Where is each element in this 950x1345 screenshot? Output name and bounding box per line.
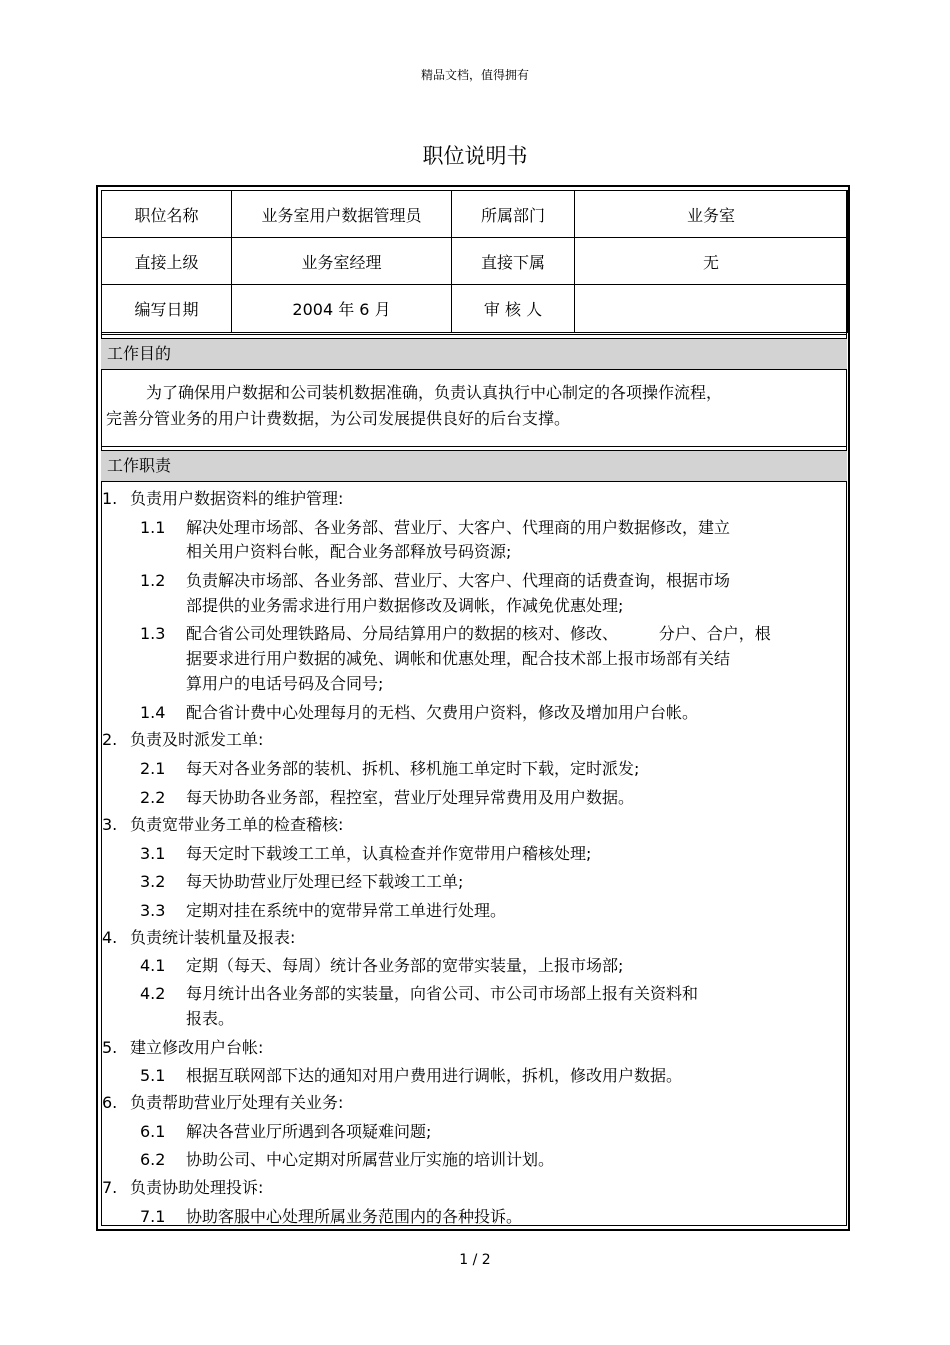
label-supervisor: 直接上级 bbox=[102, 238, 232, 285]
duty-line bbox=[140, 1063, 682, 1086]
duty-number: 5.1 bbox=[140, 1066, 166, 1085]
duty-text: 根据互联网部下达的通知对用户费用进行调帐，拆机，修改用户数据。 bbox=[186, 1066, 683, 1085]
duty-text: 每天定时下载竣工工单，认真检查并作宽带用户稽核处理; bbox=[186, 844, 592, 863]
duty-line bbox=[186, 539, 511, 562]
label-department: 所属部门 bbox=[452, 191, 575, 238]
duty-number: 2.2 bbox=[140, 788, 166, 807]
duty-line bbox=[102, 1090, 343, 1113]
duty-line bbox=[140, 785, 634, 808]
duty-number: 1.4 bbox=[140, 703, 166, 722]
duty-text: 相关用户资料台帐，配合业务部释放号码资源; bbox=[186, 542, 512, 561]
header-note: 精品文档，值得拥有 bbox=[420, 68, 529, 82]
duty-line bbox=[140, 756, 639, 779]
duty-text: 每天协助营业厅处理已经下载竣工工单; bbox=[186, 872, 464, 891]
duty-text: 每天协助各业务部，程控室，营业厅处理异常费用及用户数据。 bbox=[186, 788, 635, 807]
duty-text: 负责帮助营业厅处理有关业务: bbox=[130, 1093, 344, 1112]
duty-line bbox=[186, 1006, 234, 1029]
page-number: 1 / 2 bbox=[459, 1252, 491, 1268]
divider bbox=[101, 334, 847, 335]
duty-number: 4.1 bbox=[140, 956, 166, 975]
duty-line bbox=[140, 953, 623, 976]
duty-line bbox=[102, 486, 343, 509]
duty-text: 负责及时派发工单: bbox=[130, 730, 264, 749]
duty-line bbox=[140, 869, 463, 892]
duty-number: 2. bbox=[102, 730, 118, 749]
duty-number: 1.2 bbox=[140, 571, 166, 590]
value-supervisor: 业务室经理 bbox=[232, 238, 452, 285]
duty-line bbox=[140, 568, 730, 591]
duty-text: 建立修改用户台帐: bbox=[130, 1038, 264, 1057]
purpose-heading: 工作目的 bbox=[101, 338, 847, 370]
value-reviewer bbox=[575, 285, 848, 333]
value-position-name: 业务室用户数据管理员 bbox=[232, 191, 452, 238]
label-reviewer: 审 核 人 bbox=[452, 285, 575, 333]
info-row bbox=[102, 238, 848, 285]
purpose-line: 为了确保用户数据和公司装机数据准确，负责认真执行中心制定的各项操作流程， bbox=[146, 383, 723, 402]
duty-text: 负责用户数据资料的维护管理: bbox=[130, 489, 344, 508]
duty-line bbox=[140, 515, 730, 538]
duty-line bbox=[140, 898, 506, 921]
duty-line bbox=[140, 981, 698, 1004]
duty-line bbox=[140, 1147, 554, 1170]
duty-text: 部提供的业务需求进行用户数据修改及调帐，作减免优惠处理; bbox=[186, 596, 624, 615]
purpose-text bbox=[106, 380, 842, 432]
duty-text: 解决各营业厅所遇到各项疑难问题; bbox=[186, 1122, 432, 1141]
duty-text: 报表。 bbox=[186, 1009, 235, 1028]
info-row bbox=[102, 285, 848, 333]
duty-text: 据要求进行用户数据的减免、调帐和优惠处理，配合技术部上报市场部有关结 bbox=[186, 649, 731, 668]
label-position-name: 职位名称 bbox=[102, 191, 232, 238]
info-row bbox=[102, 191, 848, 238]
duty-number: 2.1 bbox=[140, 759, 166, 778]
duty-line bbox=[102, 1175, 263, 1198]
duty-text: 解决处理市场部、各业务部、营业厅、大客户、代理商的用户数据修改，建立 bbox=[186, 518, 731, 537]
duty-line bbox=[186, 593, 623, 616]
duty-line bbox=[102, 812, 343, 835]
duty-text: 负责协助处理投诉: bbox=[130, 1178, 264, 1197]
value-subordinates: 无 bbox=[575, 238, 848, 285]
duty-text: 算用户的电话号码及合同号; bbox=[186, 674, 384, 693]
duty-text: 协助公司、中心定期对所属营业厅实施的培训计划。 bbox=[186, 1150, 555, 1169]
duty-text: 定期（每天、每周）统计各业务部的宽带实装量，上报市场部; bbox=[186, 956, 624, 975]
duty-line bbox=[140, 1204, 522, 1227]
duty-text: 配合省计费中心处理每月的无档、欠费用户资料，修改及增加用户台帐。 bbox=[186, 703, 699, 722]
duty-number: 1.3 bbox=[140, 624, 166, 643]
duty-text: 每天对各业务部的装机、拆机、移机施工单定时下载，定时派发; bbox=[186, 759, 640, 778]
duty-line bbox=[186, 646, 730, 669]
duty-number: 6. bbox=[102, 1093, 118, 1112]
duty-text: 负责宽带业务工单的检查稽核: bbox=[130, 815, 344, 834]
duty-line bbox=[186, 671, 383, 694]
duty-number: 3. bbox=[102, 815, 118, 834]
duties-heading: 工作职责 bbox=[101, 450, 847, 482]
duty-line bbox=[140, 621, 771, 644]
value-date: 2004 年 6 月 bbox=[232, 285, 452, 333]
duty-number: 3.3 bbox=[140, 901, 166, 920]
duty-number: 3.2 bbox=[140, 872, 166, 891]
duty-number: 6.1 bbox=[140, 1122, 166, 1141]
duty-number: 1. bbox=[102, 489, 118, 508]
duty-text: 配合省公司处理铁路局、分局结算用户的数据的核对、修改、 分户、合户，根 bbox=[186, 624, 771, 643]
duty-line bbox=[102, 925, 295, 948]
duty-number: 4.2 bbox=[140, 984, 166, 1003]
duty-number: 7.1 bbox=[140, 1207, 166, 1226]
purpose-line: 完善分管业务的用户计费数据，为公司发展提供良好的后台支撑。 bbox=[106, 409, 571, 428]
duty-text: 定期对挂在系统中的宽带异常工单进行处理。 bbox=[186, 901, 507, 920]
document-title: 职位说明书 bbox=[422, 144, 528, 168]
duty-line bbox=[140, 841, 591, 864]
divider bbox=[101, 446, 847, 447]
label-subordinates: 直接下属 bbox=[452, 238, 575, 285]
duty-number: 1.1 bbox=[140, 518, 166, 537]
duty-number: 4. bbox=[102, 928, 118, 947]
duty-text: 每月统计出各业务部的实装量，向省公司、市公司市场部上报有关资料和 bbox=[186, 984, 699, 1003]
duty-line bbox=[102, 1035, 263, 1058]
value-department: 业务室 bbox=[575, 191, 848, 238]
duty-text: 负责解决市场部、各业务部、营业厅、大客户、代理商的话费查询，根据市场 bbox=[186, 571, 731, 590]
duty-line bbox=[140, 1119, 431, 1142]
duty-number: 6.2 bbox=[140, 1150, 166, 1169]
duty-number: 5. bbox=[102, 1038, 118, 1057]
duty-number: 7. bbox=[102, 1178, 118, 1197]
duty-line bbox=[102, 727, 263, 750]
duty-text: 负责统计装机量及报表: bbox=[130, 928, 296, 947]
duty-line bbox=[140, 700, 698, 723]
info-table bbox=[101, 190, 848, 333]
duty-text: 协助客服中心处理所属业务范围内的各种投诉。 bbox=[186, 1207, 523, 1226]
duty-number: 3.1 bbox=[140, 844, 166, 863]
label-date: 编写日期 bbox=[102, 285, 232, 333]
